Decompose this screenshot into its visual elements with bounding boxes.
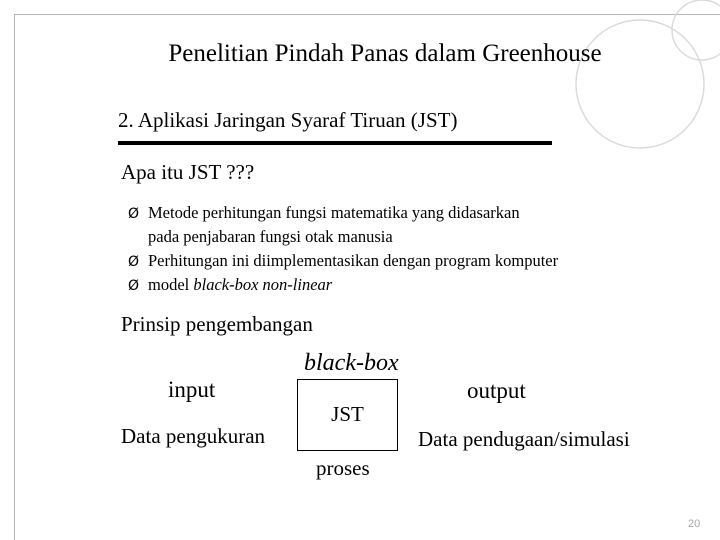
arrow-bullet-icon: Ø xyxy=(128,206,140,222)
page-number: 20 xyxy=(688,518,701,530)
subtitle-underline xyxy=(118,141,552,145)
question-heading: Apa itu JST ??? xyxy=(121,160,255,184)
output-label: output xyxy=(467,378,526,403)
jst-box-label: JST xyxy=(331,402,364,426)
slide-frame-top xyxy=(14,0,720,15)
bullet-3-prefix: model xyxy=(148,275,194,294)
bullet-2-text: Perhitungan ini diimplementasikan dengan program komputer xyxy=(148,251,559,270)
principle-heading: Prinsip pengembangan xyxy=(121,312,313,336)
slide-title: Penelitian Pindah Panas dalam Greenhouse xyxy=(168,40,602,67)
section-subtitle: 2. Aplikasi Jaringan Syaraf Tiruan (JST) xyxy=(118,108,458,132)
measurement-data-label: Data pengukuran xyxy=(121,424,266,448)
arrow-bullet-icon: Ø xyxy=(128,278,140,294)
estimation-data-label: Data pendugaan/simulasi xyxy=(418,427,630,451)
bullet-item-3 xyxy=(128,274,332,297)
arrow-bullet-icon: Ø xyxy=(128,254,140,270)
bullet-1-continuation: pada penjabaran fungsi otak manusia xyxy=(148,227,393,246)
input-label: input xyxy=(168,377,216,402)
bullet-item-2 xyxy=(128,250,558,273)
process-label: proses xyxy=(316,456,370,480)
blackbox-label: black-box xyxy=(304,350,399,376)
bullet-3-emphasis: black-box non-linear xyxy=(193,275,333,294)
bullet-item-1 xyxy=(128,202,520,225)
bullet-1-text: Metode perhitungan fungsi matematika yang didasarkan xyxy=(148,203,520,222)
slide-frame-left xyxy=(0,0,15,540)
